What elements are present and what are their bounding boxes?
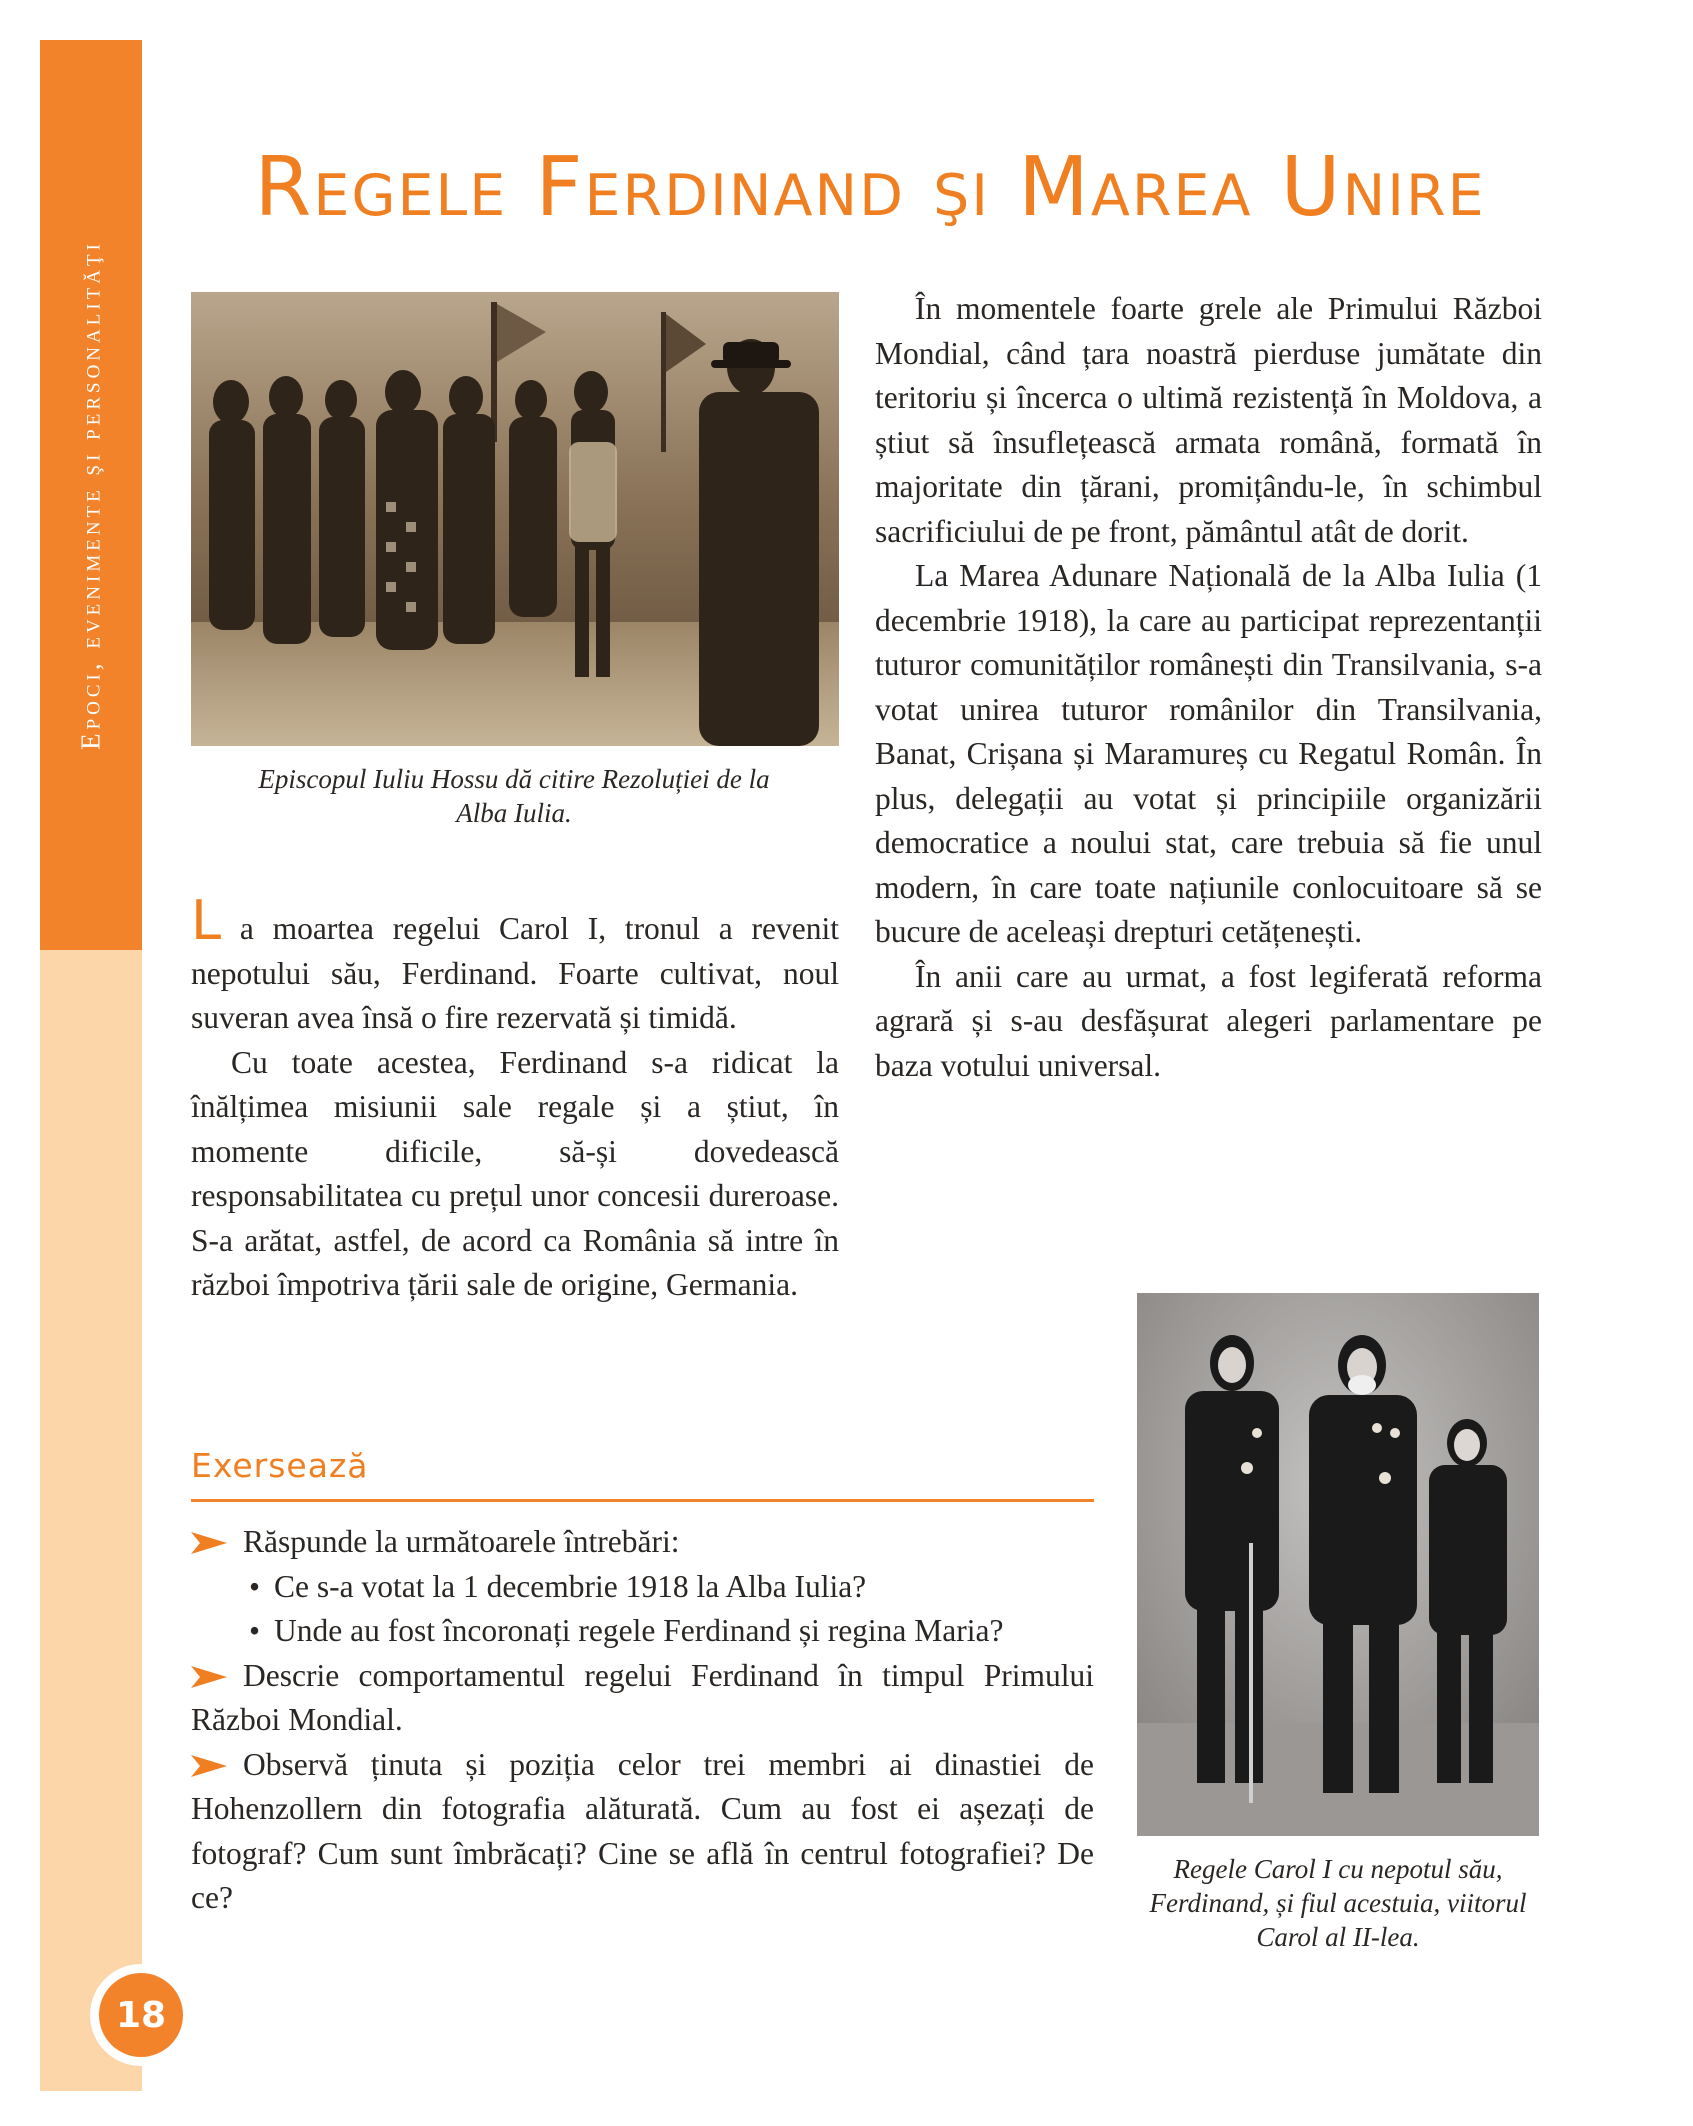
arrow-bullet-icon [191,1654,243,1699]
left-paragraph-1 [191,889,839,1041]
question-2-text: Unde au fost încoronați regele Ferdinand și regina Maria? [274,1613,1004,1648]
photo-hohenzollern-family-image [1137,1293,1539,1836]
question-item [191,1565,1094,1610]
exercises-divider [191,1499,1094,1502]
exercises-list [191,1520,1094,1921]
exercise-3-text: Observă ținuta și poziția celor trei membri ai dinastiei de Hohenzollern din fotografia alăturată. Cum au fost ei așezați de fotograf? Cum sunt îmbrăcați? Cine se află în centrul fotografiei? De ce? [191,1746,1094,1915]
right-paragraph-2: La Marea Adunare Națională de la Alba Iulia (1 decembrie 1918), la care au participat reprezentanții tuturor comunităților românești din Transilvania, s-a votat unirea tuturor românilor din Transilvania, Banat, Crișana și Maramureș cu Regatul Român. În plus, delegații au votat și principiile organizării democratice a noului stat, care trebuia să fie unul modern, în care toate națiunile conlocuitoare să se bucure de aceleași drepturi cetățenești. [875,558,1542,949]
exercise-item [191,1654,1094,1743]
question-1-text: Ce s-a votat la 1 decembrie 1918 la Alba Iulia? [274,1568,867,1604]
photo-alba-iulia-caption: Episcopul Iuliu Hossu dă citire Rezoluției de la Alba Iulia. [258,764,770,828]
exercises-heading: Exersează [191,1446,369,1485]
photo-hohenzollern-caption: Regele Carol I cu nepotul său, Ferdinand, și fiul acestuia, viitorul Carol al II-lea. [1149,1854,1527,1952]
photo-alba-iulia [191,292,839,746]
bullet-icon: • [249,1568,261,1604]
drop-cap: L [191,889,222,952]
right-paragraph-1: În momentele foarte grele ale Primului Război Mondial, când țara noastră pierduse jumătate din teritoriu și încerca o ultimă rezistență în Moldova, a știut să însuflețească armata română, formată în majoritate din țărani, promițându-le, în schimbul sacrificiului de pe front, pământul atât de dorit. [875,291,1542,549]
page-number: 18 [99,1973,183,2057]
page-title: Regele Ferdinand şi Marea Unire [254,140,1486,235]
left-paragraph-2: Cu toate acestea, Ferdinand s-a ridicat la înălțimea misiunii sale regale și a știut, în momente dificile, să-și dovedească responsabilitatea cu prețul unor concesii dureroase. S-a arătat, astfel, de acord ca România să intre în război împotriva țării sale de origine, Germania. [191,1044,839,1302]
arrow-bullet-icon [191,1743,243,1788]
right-column-text [875,287,1542,1088]
exercise-item [191,1743,1094,1921]
photo-hohenzollern-family [1137,1293,1539,1836]
exercise-1-questions [191,1565,1094,1654]
right-paragraph-3: În anii care au urmat, a fost legiferată reforma agrară și s-au desfășurat alegeri parlamentare pe baza votului universal. [875,958,1542,1083]
photo-alba-iulia-image [191,292,839,746]
left-paragraph-1-text: a moartea regelui Carol I, tronul a revenit nepotului său, Ferdinand. Foarte cultivat, noul suveran avea însă o fire rezervată și timidă. [191,911,839,1035]
page-number-badge [90,1964,192,2066]
exercise-item [191,1520,1094,1654]
question-item [191,1609,1094,1654]
arrow-bullet-icon [191,1520,243,1565]
exercise-2-text: Descrie comportamentul regelui Ferdinand în timpul Primului Război Mondial. [191,1657,1094,1737]
bullet-icon: • [249,1613,261,1648]
chapter-label: Epoci, evenimente şi personalităţi [75,240,106,750]
exercise-1-text: Răspunde la următoarele întrebări: [243,1524,680,1559]
left-column-text [191,889,839,1308]
